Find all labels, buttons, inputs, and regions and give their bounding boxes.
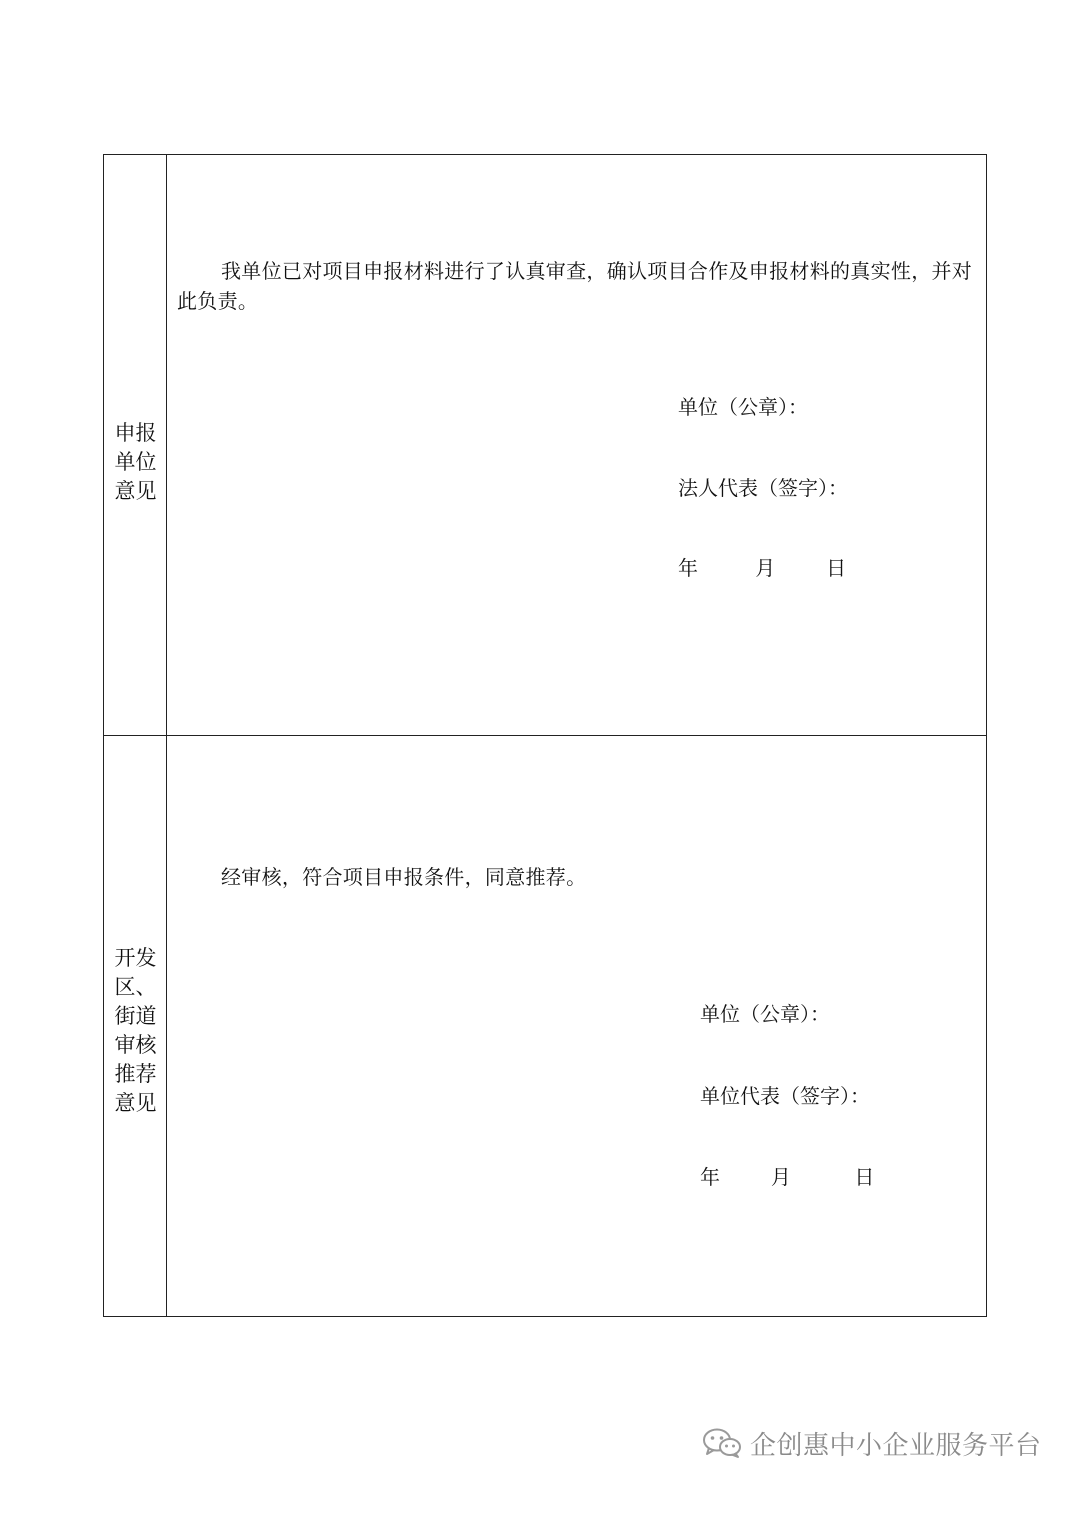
district-statement: 经审核，符合项目申报条件，同意推荐。 — [221, 865, 587, 889]
district-signature-label: 单位代表（签字）： — [700, 1084, 870, 1108]
applicant-opinion-row — [104, 155, 986, 736]
applicant-statement: 我单位已对项目申报材料进行了认真审查，确认项目合作及申报材料的真实性，并对此负责。 — [177, 259, 973, 313]
watermark-text: 企创惠中小企业服务平台 — [750, 1430, 1042, 1461]
applicant-date-line: 年 月 日 — [678, 556, 847, 580]
district-opinion-label: 开发 区、 街道 审核 推荐 意见 — [114, 946, 157, 1115]
applicant-signature-label: 法人代表（签字）： — [678, 476, 848, 500]
district-opinion-row — [104, 736, 986, 1316]
district-opinion-label-cell — [104, 736, 167, 1316]
district-date-line: 年 月 日 — [700, 1165, 875, 1189]
applicant-opinion-content — [167, 155, 986, 735]
wechat-icon — [702, 1427, 742, 1459]
opinion-form-table — [103, 154, 987, 1317]
applicant-opinion-label: 申报 单位 意见 — [114, 421, 157, 503]
applicant-opinion-label-cell — [104, 155, 167, 735]
platform-watermark — [702, 1423, 1042, 1463]
applicant-seal-label: 单位（公章）： — [678, 395, 808, 419]
district-opinion-content — [167, 736, 986, 1316]
district-seal-label: 单位（公章）： — [700, 1002, 830, 1026]
